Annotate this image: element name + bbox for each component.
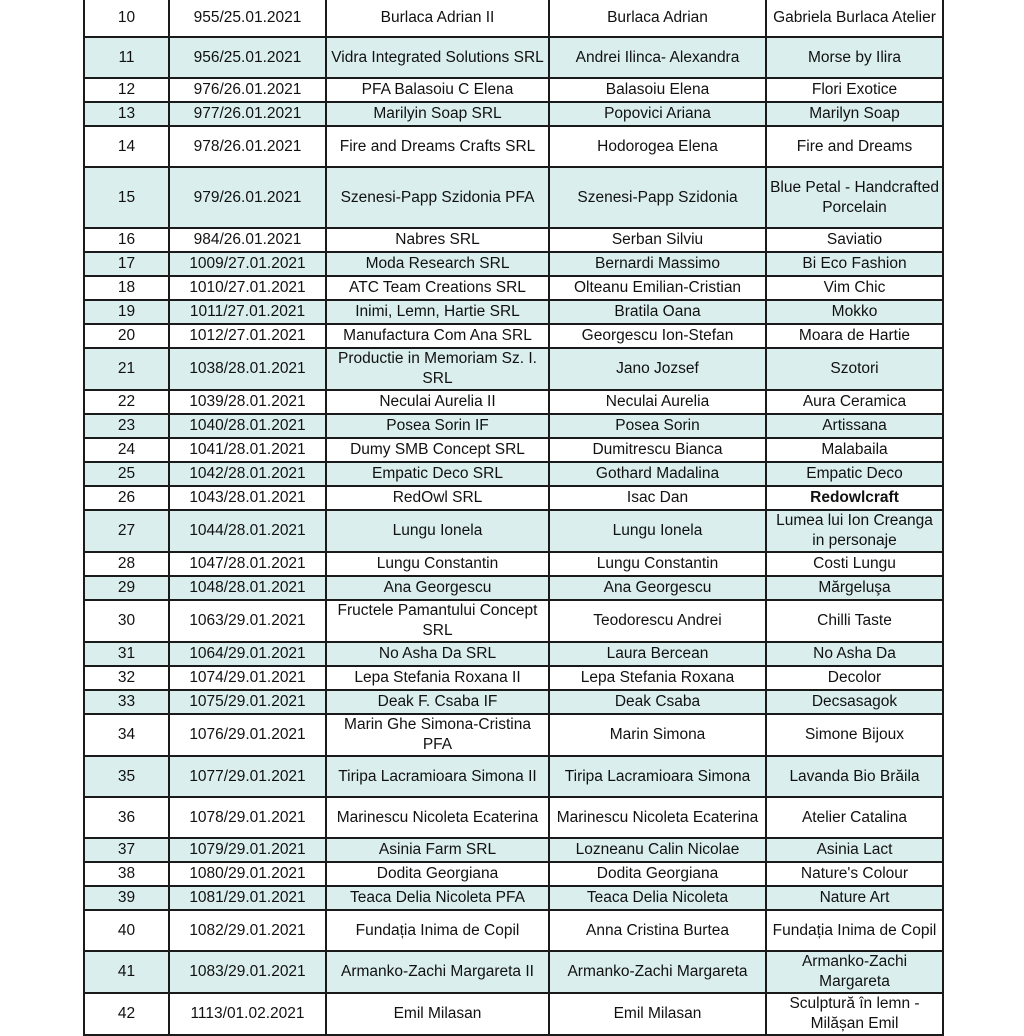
brand-name-cell: Redowlcraft — [766, 486, 943, 510]
representative-cell: Tiripa Lacramioara Simona — [549, 756, 766, 797]
row-number-cell: 26 — [84, 486, 169, 510]
registration-number-cell: 1081/29.01.2021 — [169, 886, 326, 910]
table-row — [84, 324, 943, 348]
company-name-cell: Burlaca Adrian II — [326, 0, 549, 37]
row-number-cell: 34 — [84, 714, 169, 756]
representative-cell: Anna Cristina Burtea — [549, 910, 766, 951]
row-number-cell: 22 — [84, 390, 169, 414]
registration-number-cell: 976/26.01.2021 — [169, 78, 326, 102]
brand-name-cell: Decsasagok — [766, 690, 943, 714]
registration-number-cell: 1078/29.01.2021 — [169, 797, 326, 838]
representative-cell: Neculai Aurelia — [549, 390, 766, 414]
company-name-cell: Manufactura Com Ana SRL — [326, 324, 549, 348]
representative-cell: Szenesi-Papp Szidonia — [549, 167, 766, 228]
representative-cell: Marinescu Nicoleta Ecaterina — [549, 797, 766, 838]
registration-number-cell: 1009/27.01.2021 — [169, 252, 326, 276]
representative-cell: Georgescu Ion-Stefan — [549, 324, 766, 348]
company-name-cell: RedOwl SRL — [326, 486, 549, 510]
table-row — [84, 348, 943, 390]
registration-number-cell: 1011/27.01.2021 — [169, 300, 326, 324]
registry-table — [83, 0, 944, 1036]
row-number-cell: 27 — [84, 510, 169, 552]
registration-number-cell: 1074/29.01.2021 — [169, 666, 326, 690]
brand-name-cell: Malabaila — [766, 438, 943, 462]
brand-name-cell: Artissana — [766, 414, 943, 438]
table-row — [84, 642, 943, 666]
table-row — [84, 666, 943, 690]
table-row — [84, 252, 943, 276]
row-number-cell: 17 — [84, 252, 169, 276]
row-number-cell: 41 — [84, 951, 169, 993]
brand-name-cell: Szotori — [766, 348, 943, 390]
table-row — [84, 600, 943, 642]
row-number-cell: 20 — [84, 324, 169, 348]
brand-name-cell: Decolor — [766, 666, 943, 690]
representative-cell: Andrei Ilinca- Alexandra — [549, 37, 766, 78]
representative-cell: Lozneanu Calin Nicolae — [549, 838, 766, 862]
company-name-cell: Fire and Dreams Crafts SRL — [326, 126, 549, 167]
row-number-cell: 36 — [84, 797, 169, 838]
brand-name-cell: Bi Eco Fashion — [766, 252, 943, 276]
company-name-cell: Empatic Deco SRL — [326, 462, 549, 486]
brand-name-cell: No Asha Da — [766, 642, 943, 666]
row-number-cell: 33 — [84, 690, 169, 714]
company-name-cell: Posea Sorin IF — [326, 414, 549, 438]
company-name-cell: Lungu Ionela — [326, 510, 549, 552]
representative-cell: Balasoiu Elena — [549, 78, 766, 102]
table-row — [84, 462, 943, 486]
representative-cell: Marin Simona — [549, 714, 766, 756]
brand-name-cell: Aura Ceramica — [766, 390, 943, 414]
table-row — [84, 102, 943, 126]
company-name-cell: No Asha Da SRL — [326, 642, 549, 666]
table-row — [84, 390, 943, 414]
row-number-cell: 29 — [84, 576, 169, 600]
table-row — [84, 756, 943, 797]
row-number-cell: 12 — [84, 78, 169, 102]
row-number-cell: 38 — [84, 862, 169, 886]
row-number-cell: 40 — [84, 910, 169, 951]
table-row — [84, 167, 943, 228]
row-number-cell: 23 — [84, 414, 169, 438]
brand-name-cell: Vim Chic — [766, 276, 943, 300]
registration-number-cell: 1042/28.01.2021 — [169, 462, 326, 486]
registration-number-cell: 1047/28.01.2021 — [169, 552, 326, 576]
company-name-cell: Emil Milasan — [326, 993, 549, 1035]
company-name-cell: Asinia Farm SRL — [326, 838, 549, 862]
registration-number-cell: 956/25.01.2021 — [169, 37, 326, 78]
company-name-cell: Nabres SRL — [326, 228, 549, 252]
representative-cell: Burlaca Adrian — [549, 0, 766, 37]
row-number-cell: 15 — [84, 167, 169, 228]
registration-number-cell: 1075/29.01.2021 — [169, 690, 326, 714]
brand-name-cell: Moara de Hartie — [766, 324, 943, 348]
table-row — [84, 0, 943, 37]
brand-name-cell: Atelier Catalina — [766, 797, 943, 838]
brand-name-cell: Gabriela Burlaca Atelier — [766, 0, 943, 37]
table-row — [84, 228, 943, 252]
registration-number-cell: 1041/28.01.2021 — [169, 438, 326, 462]
registration-number-cell: 1080/29.01.2021 — [169, 862, 326, 886]
registration-number-cell: 1113/01.02.2021 — [169, 993, 326, 1035]
representative-cell: Teodorescu Andrei — [549, 600, 766, 642]
row-number-cell: 30 — [84, 600, 169, 642]
company-name-cell: Marilyin Soap SRL — [326, 102, 549, 126]
table-row — [84, 300, 943, 324]
row-number-cell: 37 — [84, 838, 169, 862]
company-name-cell: Szenesi-Papp Szidonia PFA — [326, 167, 549, 228]
representative-cell: Dodita Georgiana — [549, 862, 766, 886]
registration-number-cell: 984/26.01.2021 — [169, 228, 326, 252]
representative-cell: Dumitrescu Bianca — [549, 438, 766, 462]
table-row — [84, 78, 943, 102]
table-row — [84, 862, 943, 886]
brand-name-cell: Armanko-Zachi Margareta — [766, 951, 943, 993]
table-row — [84, 486, 943, 510]
company-name-cell: Moda Research SRL — [326, 252, 549, 276]
brand-name-cell: Saviatio — [766, 228, 943, 252]
brand-name-cell: Mărgeluşa — [766, 576, 943, 600]
table-row — [84, 910, 943, 951]
representative-cell: Lungu Ionela — [549, 510, 766, 552]
table-row — [84, 576, 943, 600]
company-name-cell: Vidra Integrated Solutions SRL — [326, 37, 549, 78]
registration-number-cell: 977/26.01.2021 — [169, 102, 326, 126]
registration-number-cell: 1039/28.01.2021 — [169, 390, 326, 414]
representative-cell: Teaca Delia Nicoleta — [549, 886, 766, 910]
table-row — [84, 886, 943, 910]
company-name-cell: PFA Balasoiu C Elena — [326, 78, 549, 102]
row-number-cell: 13 — [84, 102, 169, 126]
brand-name-cell: Blue Petal - Handcrafted Porcelain — [766, 167, 943, 228]
table-row — [84, 37, 943, 78]
representative-cell: Bratila Oana — [549, 300, 766, 324]
representative-cell: Serban Silviu — [549, 228, 766, 252]
representative-cell: Deak Csaba — [549, 690, 766, 714]
row-number-cell: 39 — [84, 886, 169, 910]
company-name-cell: Armanko-Zachi Margareta II — [326, 951, 549, 993]
table-row — [84, 714, 943, 756]
brand-name-cell: Fire and Dreams — [766, 126, 943, 167]
row-number-cell: 19 — [84, 300, 169, 324]
company-name-cell: Tiripa Lacramioara Simona II — [326, 756, 549, 797]
representative-cell: Laura Bercean — [549, 642, 766, 666]
table-row — [84, 838, 943, 862]
registration-number-cell: 1064/29.01.2021 — [169, 642, 326, 666]
brand-name-cell: Asinia Lact — [766, 838, 943, 862]
row-number-cell: 35 — [84, 756, 169, 797]
brand-name-cell: Fundația Inima de Copil — [766, 910, 943, 951]
company-name-cell: Marin Ghe Simona-Cristina PFA — [326, 714, 549, 756]
row-number-cell: 21 — [84, 348, 169, 390]
representative-cell: Lungu Constantin — [549, 552, 766, 576]
brand-name-cell: Chilli Taste — [766, 600, 943, 642]
table-row — [84, 993, 943, 1035]
row-number-cell: 42 — [84, 993, 169, 1035]
brand-name-cell: Empatic Deco — [766, 462, 943, 486]
representative-cell: Gothard Madalina — [549, 462, 766, 486]
brand-name-cell: Nature Art — [766, 886, 943, 910]
registration-number-cell: 1063/29.01.2021 — [169, 600, 326, 642]
company-name-cell: Productie in Memoriam Sz. I. SRL — [326, 348, 549, 390]
representative-cell: Hodorogea Elena — [549, 126, 766, 167]
registration-number-cell: 1082/29.01.2021 — [169, 910, 326, 951]
company-name-cell: Fructele Pamantului Concept SRL — [326, 600, 549, 642]
table-row — [84, 552, 943, 576]
company-name-cell: ATC Team Creations SRL — [326, 276, 549, 300]
registry-table-body — [84, 0, 943, 1035]
representative-cell: Ana Georgescu — [549, 576, 766, 600]
brand-name-cell: Nature's Colour — [766, 862, 943, 886]
representative-cell: Isac Dan — [549, 486, 766, 510]
registration-number-cell: 1083/29.01.2021 — [169, 951, 326, 993]
registration-number-cell: 979/26.01.2021 — [169, 167, 326, 228]
row-number-cell: 16 — [84, 228, 169, 252]
registration-number-cell: 1038/28.01.2021 — [169, 348, 326, 390]
row-number-cell: 18 — [84, 276, 169, 300]
registration-number-cell: 1079/29.01.2021 — [169, 838, 326, 862]
registration-number-cell: 1044/28.01.2021 — [169, 510, 326, 552]
row-number-cell: 32 — [84, 666, 169, 690]
company-name-cell: Teaca Delia Nicoleta PFA — [326, 886, 549, 910]
company-name-cell: Dumy SMB Concept SRL — [326, 438, 549, 462]
representative-cell: Popovici Ariana — [549, 102, 766, 126]
company-name-cell: Lungu Constantin — [326, 552, 549, 576]
brand-name-cell: Flori Exotice — [766, 78, 943, 102]
row-number-cell: 31 — [84, 642, 169, 666]
brand-name-cell: Lavanda Bio Brăila — [766, 756, 943, 797]
representative-cell: Olteanu Emilian-Cristian — [549, 276, 766, 300]
table-row — [84, 438, 943, 462]
company-name-cell: Ana Georgescu — [326, 576, 549, 600]
row-number-cell: 10 — [84, 0, 169, 37]
registration-number-cell: 1040/28.01.2021 — [169, 414, 326, 438]
table-row — [84, 797, 943, 838]
representative-cell: Lepa Stefania Roxana — [549, 666, 766, 690]
brand-name-cell: Lumea lui Ion Creanga in personaje — [766, 510, 943, 552]
company-name-cell: Fundația Inima de Copil — [326, 910, 549, 951]
brand-name-cell: Sculptură în lemn - Milășan Emil — [766, 993, 943, 1035]
row-number-cell: 25 — [84, 462, 169, 486]
table-row — [84, 510, 943, 552]
registration-number-cell: 1010/27.01.2021 — [169, 276, 326, 300]
brand-name-cell: Marilyn Soap — [766, 102, 943, 126]
table-row — [84, 126, 943, 167]
registration-number-cell: 955/25.01.2021 — [169, 0, 326, 37]
representative-cell: Posea Sorin — [549, 414, 766, 438]
representative-cell: Jano Jozsef — [549, 348, 766, 390]
row-number-cell: 11 — [84, 37, 169, 78]
registration-number-cell: 1043/28.01.2021 — [169, 486, 326, 510]
company-name-cell: Lepa Stefania Roxana II — [326, 666, 549, 690]
row-number-cell: 14 — [84, 126, 169, 167]
registration-number-cell: 1012/27.01.2021 — [169, 324, 326, 348]
brand-name-cell: Costi Lungu — [766, 552, 943, 576]
brand-name-cell: Mokko — [766, 300, 943, 324]
representative-cell: Emil Milasan — [549, 993, 766, 1035]
row-number-cell: 28 — [84, 552, 169, 576]
representative-cell: Bernardi Massimo — [549, 252, 766, 276]
table-row — [84, 690, 943, 714]
company-name-cell: Deak F. Csaba IF — [326, 690, 549, 714]
registration-number-cell: 1077/29.01.2021 — [169, 756, 326, 797]
representative-cell: Armanko-Zachi Margareta — [549, 951, 766, 993]
row-number-cell: 24 — [84, 438, 169, 462]
registration-number-cell: 1076/29.01.2021 — [169, 714, 326, 756]
brand-name-cell: Simone Bijoux — [766, 714, 943, 756]
registration-number-cell: 1048/28.01.2021 — [169, 576, 326, 600]
table-row — [84, 951, 943, 993]
brand-name-cell: Morse by Ilira — [766, 37, 943, 78]
table-row — [84, 414, 943, 438]
company-name-cell: Inimi, Lemn, Hartie SRL — [326, 300, 549, 324]
registration-number-cell: 978/26.01.2021 — [169, 126, 326, 167]
table-row — [84, 276, 943, 300]
company-name-cell: Dodita Georgiana — [326, 862, 549, 886]
company-name-cell: Marinescu Nicoleta Ecaterina — [326, 797, 549, 838]
company-name-cell: Neculai Aurelia II — [326, 390, 549, 414]
